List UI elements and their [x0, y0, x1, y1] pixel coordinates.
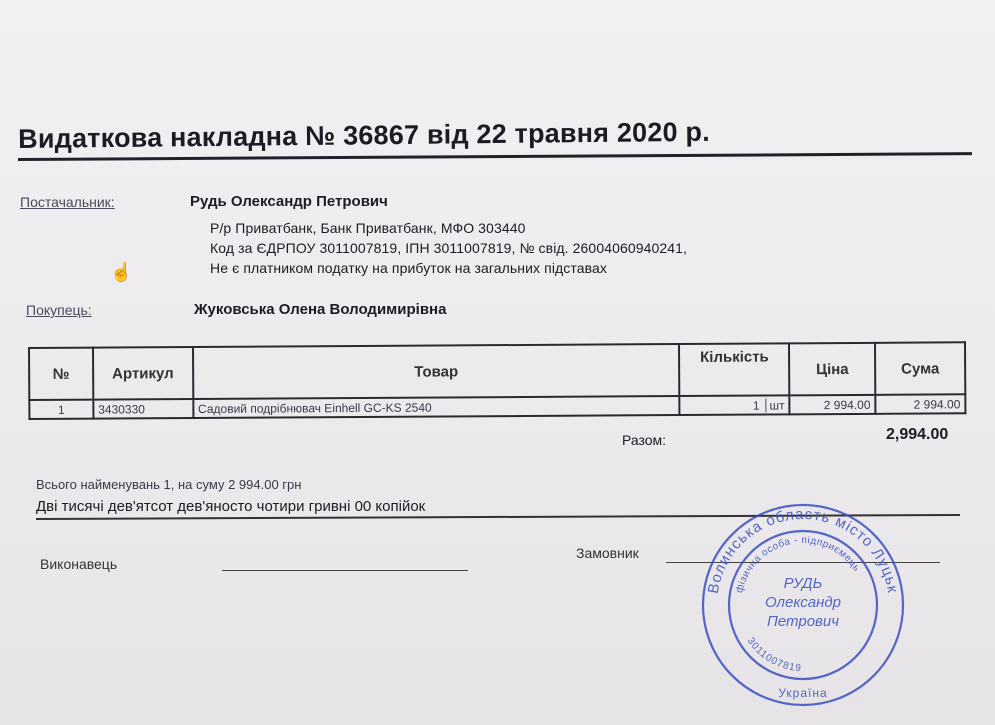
hand-cursor-icon: ☝ [110, 262, 133, 282]
col-header-number: № [29, 348, 93, 400]
col-header-quantity: Кількість [679, 343, 789, 396]
row-sum: 2 994.00 [875, 394, 965, 414]
row-price: 2 994.00 [790, 395, 876, 415]
stamp-name-line2: Олександр [765, 594, 841, 611]
buyer-label: Покупець: [26, 302, 92, 318]
svg-text:3011007819 [745, 636, 803, 674]
row-article: 3430330 [93, 399, 193, 419]
executor-signature-line [222, 570, 468, 571]
stamp-outer-text: Волинська область місто Луцьк [704, 505, 902, 595]
total-label: Разом: [622, 432, 667, 448]
row-unit: шт [765, 398, 784, 412]
col-header-sum: Сума [875, 342, 965, 395]
total-in-words: Дві тисячі дев'ятсот дев'яносто чотири гривні 00 копійок [36, 498, 426, 515]
items-count-summary: Всього найменувань 1, на суму 2 994.00 грн [36, 477, 302, 492]
row-quantity-cell [680, 395, 790, 415]
customer-label: Замовник [576, 545, 639, 561]
row-product: Садовий подрібнювач Einhell GC-KS 2540 [193, 396, 680, 418]
stamp-country: Україна [778, 686, 828, 700]
page-title: Видаткова накладна № 36867 від 22 травня 2020 р. [18, 116, 710, 154]
col-header-product: Товар [193, 344, 680, 399]
seal-stamp [698, 500, 908, 710]
supplier-codes: Код за ЄДРПОУ 3011007819, ІПН 3011007819, № свід. 26004060940241, [210, 240, 688, 256]
row-number: 1 [29, 400, 93, 419]
col-header-article: Артикул [93, 347, 193, 400]
stamp-code: 3011007819 [744, 635, 803, 675]
stamp-name-line1: РУДЬ [783, 575, 823, 592]
buyer-name: Жуковська Олена Володимирівна [194, 301, 447, 318]
stamp-inner-text: фізична особа - підприємець [734, 534, 863, 595]
supplier-name: Рудь Олександр Петрович [190, 193, 388, 210]
col-header-price: Ціна [789, 343, 875, 396]
supplier-bank: Р/р Приватбанк, Банк Приватбанк, МФО 303440 [210, 220, 526, 236]
supplier-tax-status: Не є платником податку на прибуток на загальних підставах [210, 260, 608, 276]
executor-label: Виконавець [40, 556, 118, 572]
supplier-label: Постачальник: [20, 194, 115, 210]
total-value: 2,994.00 [886, 426, 949, 443]
stamp-name-line3: Петрович [767, 613, 839, 630]
table-header-row [29, 342, 965, 400]
items-table [28, 341, 966, 420]
row-quantity: 1 [752, 398, 760, 413]
